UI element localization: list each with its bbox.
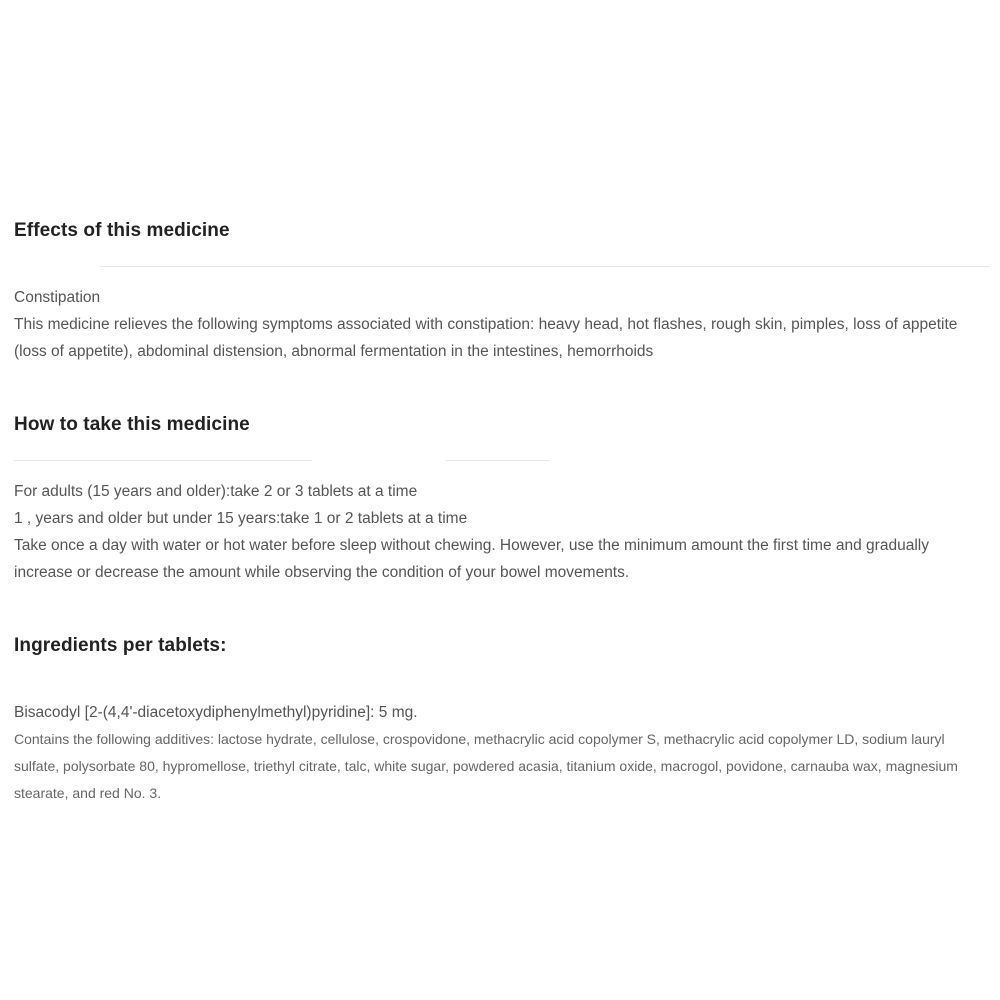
effects-body — [14, 284, 989, 365]
dosage-body — [14, 478, 989, 586]
effects-description: This medicine relieves the following symptoms associated with constipation: heavy head, hot flashes, rough skin, pimples, loss of appetite (loss of appetite), abdominal distension, abnormal fermentation in the intestines, hemorrhoids — [14, 316, 958, 360]
dosage-instructions: Take once a day with water or hot water before sleep without chewing. However, use the minimum amount the first time and gradually increase or decrease the amount while observing the condition of your bowel movements. — [14, 537, 929, 581]
dosage-adults: For adults (15 years and older):take 2 or 3 tablets at a time — [14, 483, 418, 500]
effects-condition: Constipation — [14, 289, 101, 306]
ingredients-heading: Ingredients per tablets: — [14, 635, 227, 656]
effects-heading: Effects of this medicine — [14, 220, 230, 241]
dosage-heading: How to take this medicine — [14, 414, 250, 435]
dosage-divider-left — [14, 460, 312, 461]
dosage-youth: 1 , years and older but under 15 years:take 1 or 2 tablets at a time — [14, 510, 468, 527]
ingredients-body — [14, 699, 989, 807]
ingredients-active: Bisacodyl [2-(4,4'-diacetoxydiphenylmethyl)pyridine]: 5 mg. — [14, 704, 418, 721]
dosage-divider-right — [446, 460, 550, 461]
effects-divider — [100, 266, 990, 267]
ingredients-additives: Contains the following additives: lactose hydrate, cellulose, crospovidone, methacrylic acid copolymer S, methacrylic acid copolymer LD, sodium lauryl sulfate, polysorbate 80, hypromellose, triethyl citrate, talc, white sugar, powdered acasia, titanium oxide, macrogol, povidone, carnauba wax, magnesium stearate, and red No. 3. — [14, 731, 958, 801]
